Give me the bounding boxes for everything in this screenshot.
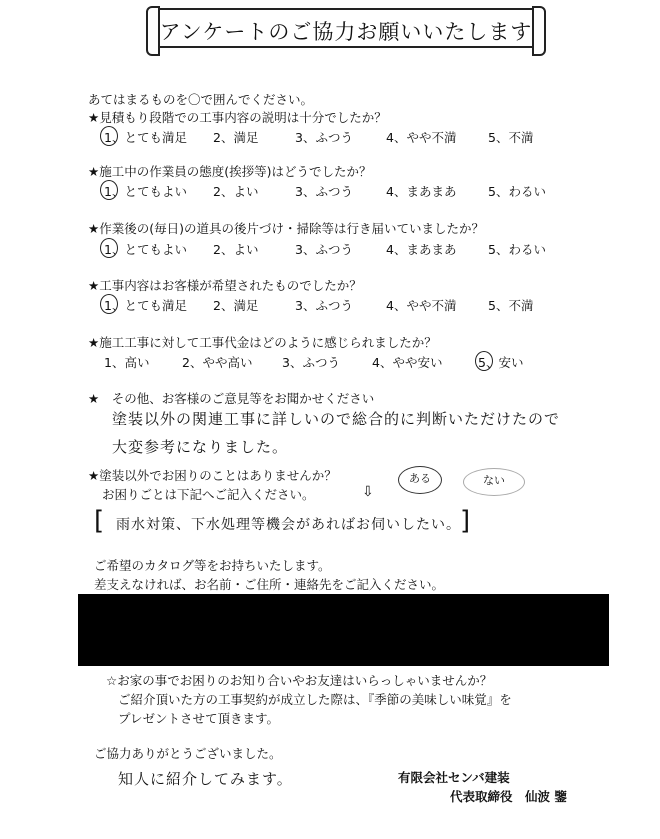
- q4-option-2[interactable]: 2、満足: [213, 298, 259, 313]
- q1-selected-circle: [100, 126, 118, 146]
- q2-option-3[interactable]: 3、ふつう: [295, 184, 353, 199]
- q4-selected-circle: [100, 294, 118, 314]
- q5-option-3[interactable]: 3、ふつう: [282, 355, 340, 370]
- q3-option-2[interactable]: 2、よい: [213, 242, 259, 257]
- q5-selected-circle: [475, 351, 493, 371]
- opinion-label: ★ その他、お客様のご意見等をお聞かせください: [88, 391, 375, 406]
- q3-option-3[interactable]: 3、ふつう: [295, 242, 353, 257]
- opinion-handwritten-line1: 塗装以外の関連工事に詳しいので総合的に判断いただけたので: [112, 410, 561, 428]
- question-1: ★見積もり段階での工事内容の説明は十分でしたか？: [88, 110, 387, 125]
- q1-option-1[interactable]: 1、とても満足: [104, 130, 187, 145]
- question-3: ★作業後の(毎日)の道具の後片づけ・掃除等は行き届いていましたか？: [88, 221, 484, 236]
- q3-option-1[interactable]: 1、とてもよい: [104, 242, 187, 257]
- q5-option-1[interactable]: 1、高い: [104, 355, 150, 370]
- bracket-open: [: [94, 506, 105, 536]
- bracket-close: ]: [460, 506, 471, 536]
- title-banner: [152, 8, 540, 48]
- q1-option-5[interactable]: 5、不満: [488, 130, 534, 145]
- referral-line2: ご紹介頂いた方の工事契約が成立した際は、『季節の美味しい味覚』を: [118, 692, 512, 707]
- thanks-text: ご協力ありがとうございました。: [94, 746, 282, 761]
- q2-selected-circle: [100, 180, 118, 200]
- other-trouble-label: ★塗装以外でお困りのことはありませんか？: [88, 468, 337, 483]
- q1-option-4[interactable]: 4、やや不満: [386, 130, 457, 145]
- q1-option-2[interactable]: 2、満足: [213, 130, 259, 145]
- other-trouble-sub: お困りごとは下記へご記入ください。: [102, 487, 315, 502]
- catalog-line2: 差支えなければ、お名前・ご住所・連絡先をご記入ください。: [94, 577, 445, 592]
- redacted-personal-info: [78, 594, 609, 666]
- q5-option-4[interactable]: 4、やや安い: [372, 355, 443, 370]
- option-yes[interactable]: [398, 466, 442, 494]
- option-no-label: ない: [483, 474, 505, 487]
- company-representative: 代表取締役 仙波 鑒: [450, 789, 567, 804]
- option-no[interactable]: [463, 468, 525, 496]
- question-5: ★施工工事に対して工事代金はどのように感じられましたか？: [88, 335, 437, 350]
- other-trouble-handwritten: 雨水対策、下水処理等機会があればお伺いしたい。: [116, 517, 461, 533]
- company-name: 有限会社センバ建装: [398, 770, 510, 785]
- catalog-line1: ご希望のカタログ等をお持ちいたします。: [94, 558, 331, 573]
- q2-option-2[interactable]: 2、よい: [213, 184, 259, 199]
- intro-text: あてはまるものを〇で囲んでください。: [88, 92, 314, 107]
- page-title: アンケートのご協力お願いいたします: [159, 20, 533, 44]
- down-arrow-icon: ⇩: [362, 484, 374, 500]
- q2-option-1[interactable]: 1、とてもよい: [104, 184, 187, 199]
- referral-line3: プレゼントさせて頂きます。: [118, 711, 280, 726]
- option-yes-label: ある: [409, 472, 431, 485]
- q5-option-2[interactable]: 2、やや高い: [182, 355, 253, 370]
- q1-option-3[interactable]: 3、ふつう: [295, 130, 353, 145]
- q4-option-3[interactable]: 3、ふつう: [295, 298, 353, 313]
- q2-option-5[interactable]: 5、わるい: [488, 184, 546, 199]
- q4-option-5[interactable]: 5、不満: [488, 298, 534, 313]
- q4-option-4[interactable]: 4、やや不満: [386, 298, 457, 313]
- q3-selected-circle: [100, 238, 118, 258]
- referral-line1: ☆お家の事でお困りのお知り合いやお友達はいらっしゃいませんか？: [106, 673, 493, 688]
- q3-option-4[interactable]: 4、まあまあ: [386, 242, 457, 257]
- q5-option-5[interactable]: 5、安い: [478, 355, 524, 370]
- question-4: ★工事内容はお客様が希望されたものでしたか？: [88, 278, 362, 293]
- q4-option-1[interactable]: 1、とても満足: [104, 298, 187, 313]
- opinion-handwritten-line2: 大変参考になりました。: [112, 438, 289, 456]
- question-2: ★施工中の作業員の態度(挨拶等)はどうでしたか？: [88, 164, 372, 179]
- q3-option-5[interactable]: 5、わるい: [488, 242, 546, 257]
- q2-option-4[interactable]: 4、まあまあ: [386, 184, 457, 199]
- closing-handwritten: 知人に紹介してみます。: [118, 770, 293, 788]
